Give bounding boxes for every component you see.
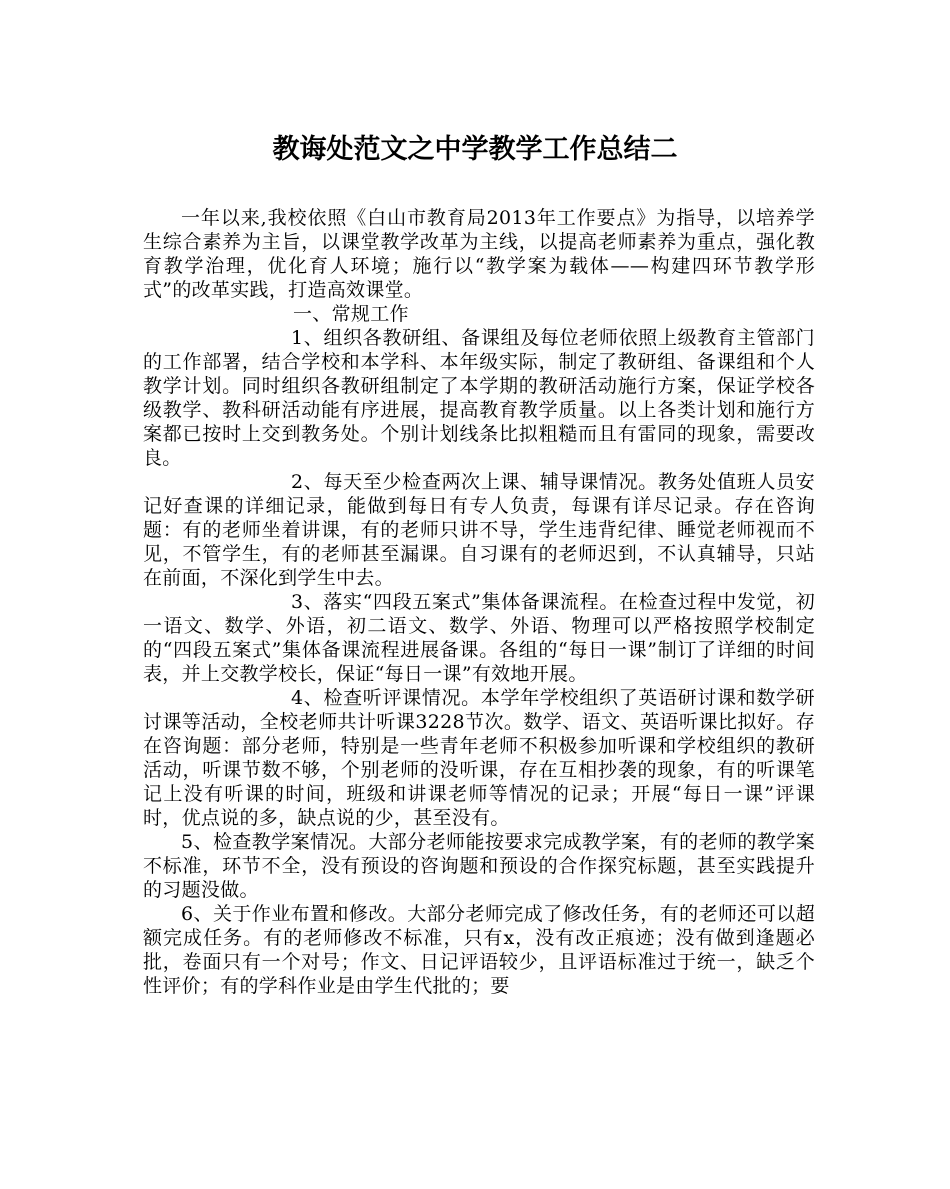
paragraph-item-1: 1、组织各教研组、备课组及每位老师依照上级教育主管部门的工作部署，结合学校和本学科、本年级实际，制定了教研组、备课组和个人教学计划。同时组织各教研组制定了本学期的教研活动施行方案，保证学校各级教学、教科研活动能有序进展，提高教育教学质量。以上各类计划和施行方案都已按时上交到教务处。个别计划线条比拟粗糙而且有雷同的现象，需要改良。 [143,327,815,469]
paragraph-item-2: 2、每天至少检查两次上课、辅导课情况。教务处值班人员安记好查课的详细记录，能做到每日有专人负责，每课有详尽记录。存在咨询题：有的老师坐着讲课，有的老师只讲不导，学生违背纪律、睡觉老师视而不见，不管学生，有的老师甚至漏课。自习课有的老师迟到，不认真辅导，只站在前面，不深化到学生中去。 [143,471,815,589]
document-body [143,206,815,998]
intro-paragraph: 一年以来,我校依照《白山市教育局2013年工作要点》为指导，以培养学生综合素养为主旨，以课堂教学改革为主线，以提高老师素养为重点，强化教育教学治理，优化育人环境；施行以“教学案为载体——构建四环节教学形式”的改革实践，打造高效课堂。 [143,207,815,301]
document-title: 教诲处范文之中学教学工作总结二 [272,134,678,165]
paragraph-item-5: 5、检查教学案情况。大部分老师能按要求完成教学案，有的老师的教学案不标准，环节不全，没有预设的咨询题和预设的合作探究标题，甚至实践提升的习题没做。 [143,831,815,901]
paragraph-item-4: 4、检查听评课情况。本学年学校组织了英语研讨课和数学研讨课等活动，全校老师共计听课3228节次。数学、语文、英语听课比拟好。存在咨询题：部分老师，特别是一些青年老师不积极参加听课和学校组织的教研活动，听课节数不够，个别老师的没听课，存在互相抄袭的现象，有的听课笔记上没有听课的时间，班级和讲课老师等情况的记录；开展“每日一课”评课时，优点说的多，缺点说的少，甚至没有。 [143,687,815,829]
paragraph-item-3: 3、落实“四段五案式”集体备课流程。在检查过程中发觉，初一语文、数学、外语，初二语文、数学、外语、物理可以严格按照学校制定的“四段五案式”集体备课流程进展备课。各组的“每日一课”制订了详细的时间表，并上交教学校长，保证“每日一课”有效地开展。 [143,591,815,685]
paragraph-item-6: 6、关于作业布置和修改。大部分老师完成了修改任务，有的老师还可以超额完成任务。有的老师修改不标准，只有x，没有改正痕迹；没有做到逢题必批，卷面只有一个对号；作文、日记评语较少，且评语标准过于统一，缺乏个性评价；有的学科作业是由学生代批的；要 [143,903,815,997]
section-heading-routine-work: 一、常规工作 [293,303,409,325]
